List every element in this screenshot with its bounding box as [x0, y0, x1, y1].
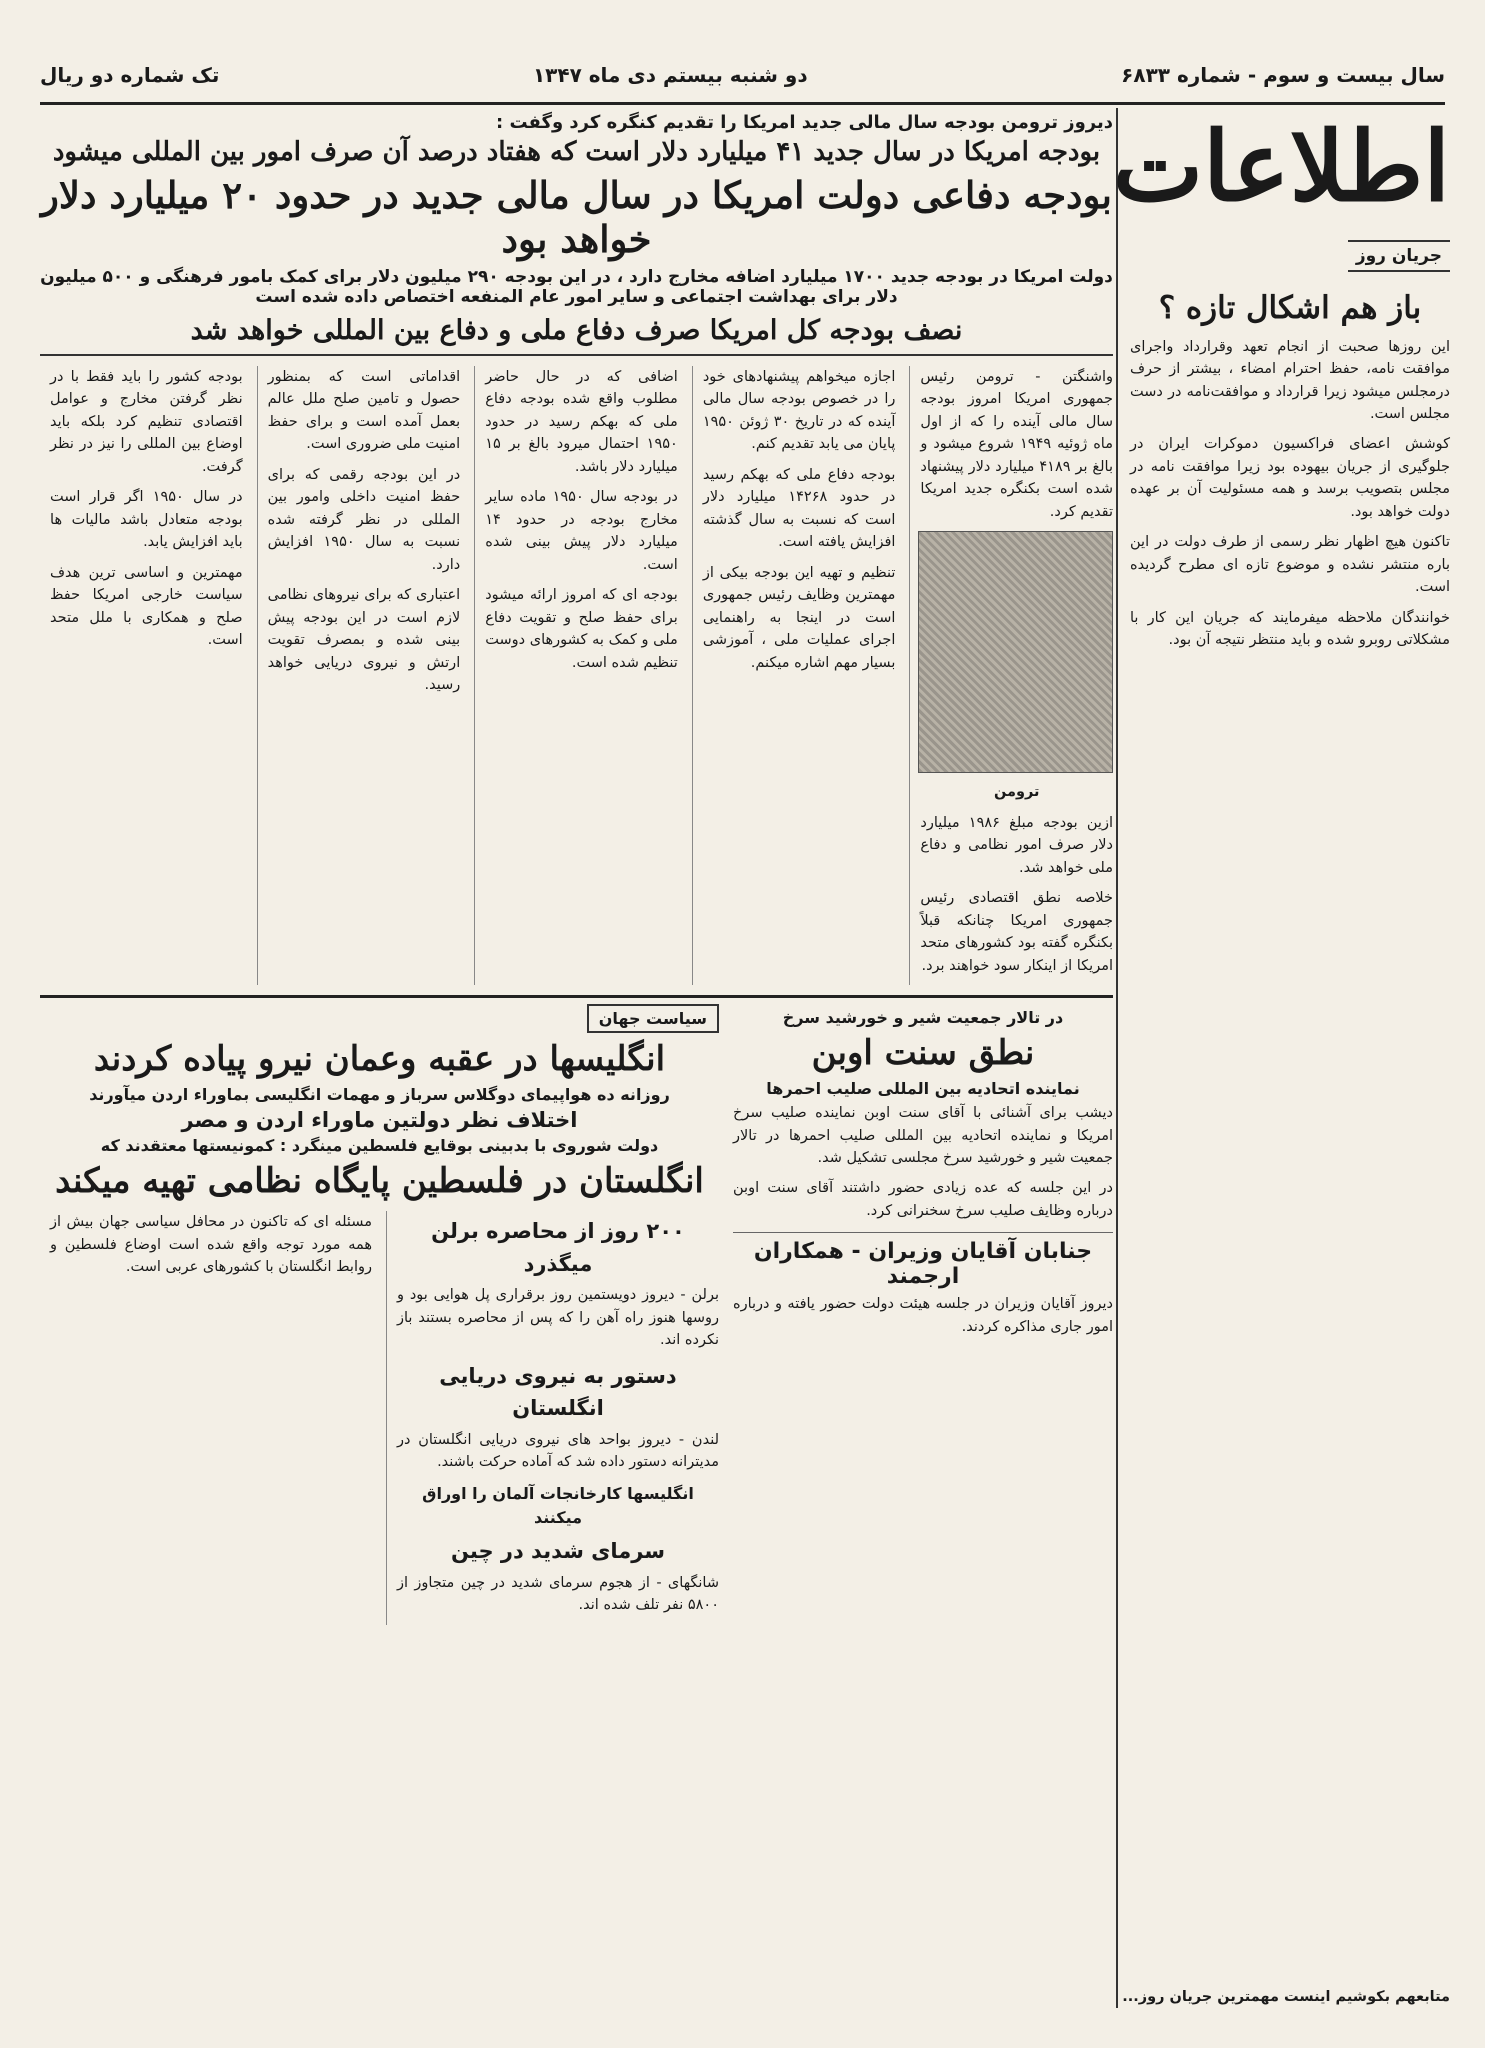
main-content [40, 108, 1113, 2008]
world-label: سیاست جهان [587, 1004, 719, 1033]
editorial-paragraph: این روزها صحبت از انجام تعهد وقرارداد واجرای موافقت نامه، حفظ احترام امضاء ، بیشتر از حرف درمجلس میشود زیرا قرارداد و موافقت‌نامه در دست مجلس است. [1130, 338, 1450, 422]
lead-paragraph: اقداماتی است که بمنظور حصول و تامین صلح ملل عالم بعمل آمده است و برای حفظ امنیت ملی ضروری است. [267, 369, 461, 453]
world-column-right [386, 1211, 719, 1625]
top-bar [40, 48, 1445, 105]
lead-column-2 [692, 366, 896, 985]
speech-subhead: در تالار جمعیت شیر و خورشید سرخ [782, 1008, 1064, 1028]
lead-paragraph: تنظیم و تهیه این بودجه بیکی از مهمترین وظایف رئیس جمهوری است در اینجا به راهنمایی اجرای عملیات ملی ، آموزشی بسیار مهم اشاره میکنم. [702, 564, 896, 671]
editorial-footer: متابعهم بکوشیم اینست مهمترین جریان روز... [1122, 1988, 1450, 2005]
lead-paragraph: اعتباری که برای نیروهای نظامی لازم است در این بودجه پیش بینی شده و بمصرف تقویت ارتش و نیروی دریایی خواهد رسید. [267, 587, 461, 694]
lead-paragraph: مهمترین و اساسی ترین هدف سیاست خارجی امریکا حفظ صلح و همکاری با ملل متحد است. [50, 564, 243, 649]
editorial-title: باز هم اشکال تازه ؟ [1158, 289, 1422, 326]
lead-columns [40, 366, 1113, 985]
lead-paragraph: واشنگتن - ترومن رئیس جمهوری امریکا امروز بودجه سال مالی آینده را که از اول ماه ژوئیه ۱۹۴۹ شروع میشود و بالغ بر ۴۱۸۹ میلیارد دلار پیشنهاد شده است بکنگره جدید امریکا تقدیم کرد. [920, 369, 1113, 520]
issue-info: سال بیست و سوم - شماره ۶۸۳۳ [1121, 63, 1445, 87]
cold-text: شانگهای - از هجوم سرمای شدید در چین متجاوز از ۵۸۰۰ نفر تلف شده اند. [397, 1574, 719, 1614]
world-columns [40, 1211, 719, 1625]
lead-paragraph: اضافی که در حال حاضر مطلوب واقع شده بودجه دفاع ملی که بهکم رسید در حدود ۱۹۵۰ احتمال میرود بالغ بر ۱۵ میلیارد دلار باشد. [485, 369, 678, 475]
world-middle-text: مسئله ای که تاکنون در محافل سیاسی جهان بیش از همه مورد توجه واقع شده است اوضاع فلسطین و روابط انگلستان با کشورهای عربی است. [50, 1214, 372, 1275]
world-headline-1: انگلیسها در عقبه وعمان نیرو پیاده کردند [93, 1039, 666, 1080]
british-text: لندن - دیروز بواحد های نیروی دریایی انگلستان در مدیترانه دستور داده شد که آماده حرکت باشند. [397, 1431, 719, 1471]
editorial-paragraph: خوانندگان ملاحظه میفرمایند که جریان این کار با مشکلاتی روبرو شده و باید منتظر نتیجه آن بود. [1130, 609, 1450, 649]
lead-subhead: دولت امریکا در بودجه جدید ۱۷۰۰ میلیارد اضافه مخارج دارد ، در این بودجه ۲۹۰ میلیون دلار برای کمک بامور فرهنگی و ۵۰۰ میلیون دلار برای بهداشت اجتماعی و سایر امور عام المنفعه اختصاص داده شده است [40, 267, 1113, 307]
ministers-body: دیروز آقایان وزیران در جلسه هیئت دولت حضور یافته و درباره امور جاری مذاکره کردند. [733, 1296, 1113, 1335]
speech-article [733, 1004, 1113, 1625]
editorial-paragraph: تاکنون هیچ اظهار نظر رسمی از طرف دولت در این باره منتشر نشده و موضوع تازه ای مطرح گردیده است. [1130, 534, 1450, 596]
truman-photo [918, 531, 1113, 773]
lead-paragraph: اجازه میخواهم پیشنهادهای خود را در خصوص بودجه سال مالی آینده که در تاریخ ۳۰ ژوئن ۱۹۵۰ پایان می یابد تقدیم کنم. [702, 369, 896, 453]
world-deck-1: روزانه ده هواپیمای دوگلاس سرباز و مهمات انگلیسی بماوراء اردن میآورند [89, 1085, 670, 1105]
speech-deck: نماینده اتحادیه بین المللی صلیب احمرها [766, 1079, 1080, 1099]
lead-paragraph: ازین بودجه مبلغ ۱۹۸۶ میلیارد دلار صرف امور نظامی و دفاع ملی خواهد شد. [920, 814, 1113, 876]
lead-column-5 [40, 366, 243, 985]
world-deck-2: دولت شوروی با بدبینی بوقایع فلسطین مینگرد : کمونیستها معتقدند که [100, 1136, 659, 1156]
berlin-headline: ۲۰۰ روز از محاصره برلن میگذرد [431, 1219, 685, 1276]
lead-paragraph: در این بودجه رقمی که برای حفظ امنیت داخلی وامور بین المللی در نظر گرفته شده نسبت به سال ۱۹۵۰ افزایش دارد. [267, 466, 461, 573]
lead-paragraph: بودجه دفاع ملی که بهکم رسید در حدود ۱۴۲۶۸ میلیارد دلار است که نسبت به سال گذشته افزایش یافته است. [702, 466, 896, 551]
lead-column-3 [474, 366, 678, 985]
speech-paragraph: دیشب برای آشنائی با آقای سنت اوبن نماینده صلیب سرخ امریکا و نماینده اتحادیه بین المللی صلیب احمرها در تالار جمعیت شیر و خورشید سرخ مجلسی تشکیل شد. [733, 1105, 1113, 1166]
section-label: جریان روز [1348, 240, 1450, 272]
editorial-body [1130, 336, 1450, 652]
lead-headline-1: بودجه امریکا در سال جدید ۴۱ میلیارد دلار است که هفتاد درصد آن صرف امور بین المللی میشود [52, 137, 1101, 167]
masthead-column [1112, 108, 1450, 2008]
editorial-paragraph: کوشش اعضای فراکسیون دموکرات ایران در جلوگیری از جریان بیهوده بود زیرا موافقت نامه در مجلس بتصویب برسد و همه مسئولیت آن بر عهده دولت خواهد بود. [1130, 436, 1450, 520]
lead-paragraph: در سال ۱۹۵۰ اگر قرار است بودجه متعادل باشد مالیات ها باید افزایش یابد. [50, 489, 243, 551]
newspaper-logo: اطلاعات [1112, 110, 1450, 223]
lead-column-1 [909, 366, 1113, 985]
lead-headline-2: بودجه دفاعی دولت امریکا در سال مالی جدید در حدود ۲۰ میلیارد دلار خواهد بود [41, 173, 1112, 261]
world-headline-2: اختلاف نظر دولتین ماوراء اردن و مصر [181, 1108, 578, 1133]
speech-paragraph: در این جلسه که عده زیادی حضور داشتند آقای سنت اوبن درباره وظایف صلیب سرخ سخنرانی کرد. [733, 1180, 1113, 1219]
lead-paragraph: بودجه ای که امروز ارائه میشود برای حفظ صلح و تقویت دفاع ملی و کمک به کشورهای دوست تنظیم شده است. [485, 587, 678, 671]
speech-body [733, 1102, 1113, 1222]
berlin-text: برلن - دیروز دویستمین روز برقراری پل هوایی بود و روسها هنوز راه آهن را که پس از محاصره بستند باز نکرده اند. [397, 1287, 719, 1349]
world-section [40, 1004, 719, 1625]
photo-caption: ترومن [993, 784, 1040, 801]
cold-headline: سرمای شدید در چین [450, 1539, 666, 1564]
speech-headline: نطق سنت اوبن [811, 1033, 1035, 1074]
lead-headline-3: نصف بودجه کل امریکا صرف دفاع ملی و دفاع بین المللی خواهد شد [40, 315, 1113, 356]
lead-kicker: دیروز ترومن بودجه سال مالی جدید امریکا را تقدیم کنگره کرد وگفت : [496, 112, 1113, 133]
lead-paragraph: در بودجه سال ۱۹۵۰ ماده سایر مخارج بودجه در حدود ۱۴ میلیارد دلار پیش بینی شده است. [485, 489, 678, 573]
germany-headline: انگلیسها کارخانجات آلمان را اوراق میکنند [422, 1483, 694, 1528]
ministers-headline: جنابان آقایان وزیران - همکاران ارجمند [733, 1232, 1113, 1289]
world-column-left [40, 1211, 372, 1625]
issue-date: دو شنبه بیستم دی ماه ۱۳۴۷ [532, 63, 808, 87]
lead-paragraph: خلاصه نطق اقتصادی رئیس جمهوری امریکا چنانکه قبلاً بکنگره گفته بود کشورهای متحد امریکا از اینکار سود خواهند برد. [920, 890, 1113, 974]
world-headline-3: انگلستان در فلسطین پایگاه نظامی تهیه میکند [55, 1161, 704, 1202]
lead-column-4 [257, 366, 461, 985]
british-headline: دستور به نیروی دریایی انگلستان [439, 1363, 677, 1421]
lower-section [40, 995, 1113, 1625]
issue-price: تک شماره دو ریال [40, 63, 220, 87]
lead-paragraph: بودجه کشور را باید فقط با در نظر گرفتن مخارج و عوامل اقتصادی تنظیم کرد بلکه باید اوضاع بین المللی را نیز در نظر گرفت. [50, 369, 243, 475]
